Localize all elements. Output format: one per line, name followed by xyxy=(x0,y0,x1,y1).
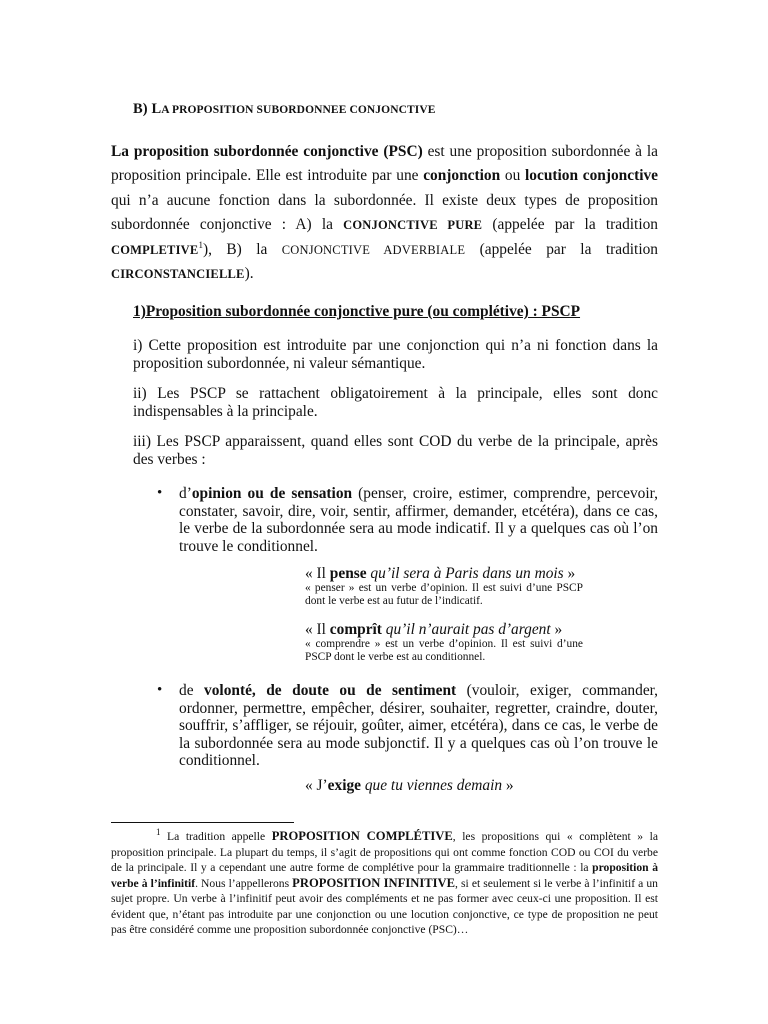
intro-term-psc: La proposition subordonnée conjonctive (PSC) xyxy=(111,143,423,160)
footnote-term-infinitive: PROPOSITION INFINITIVE xyxy=(292,875,456,890)
section-heading-prefix: B) xyxy=(133,101,152,117)
paragraph-i: i) Cette proposition est introduite par une conjonction qui n’a ni fonction dans la proposition subordonnée, ni valeur sémantique. xyxy=(133,337,658,372)
intro-text-2: ou xyxy=(500,167,526,185)
quote-open: « J’ xyxy=(305,777,328,794)
quote-close: » xyxy=(502,777,514,794)
quote-open: « Il xyxy=(305,621,330,638)
footnote-term-completive: PROPOSITION COMPLÉTIVE xyxy=(271,829,453,843)
bullet-opinion-text-2: (penser, croire, estimer, comprendre, percevoir, constater, savoir, dire, voir, sentir, affirmer, demander, etcétéra), dans ce cas, le verbe de la subordonnée sera au mode indicatif. Il y a quelques cas où l’on trouve le conditionnel. xyxy=(179,485,659,555)
example-clause: qu’il n’aurait pas d’argent xyxy=(381,621,551,638)
example-verb: pense xyxy=(329,565,367,582)
bullet-volonte-text-1: de xyxy=(179,682,205,699)
footnote-separator xyxy=(111,822,294,823)
intro-text-5: ), B) la xyxy=(202,240,282,258)
example-exiger xyxy=(305,777,583,794)
quote-close: » xyxy=(563,565,576,582)
quote-open: « Il xyxy=(305,565,330,582)
footnote xyxy=(111,829,658,938)
example-verb: comprît xyxy=(329,621,382,638)
example-comprendre-quote xyxy=(305,621,583,638)
intro-paragraph xyxy=(111,140,658,286)
intro-text-7: ). xyxy=(244,265,254,283)
bullet-opinion xyxy=(179,485,658,555)
example-penser-quote xyxy=(305,565,583,582)
example-exiger-quote xyxy=(305,777,583,794)
intro-term-adverbiale: CONJONCTIVE ADVERBIALE xyxy=(281,242,466,257)
footnote-text-1: La tradition appelle xyxy=(160,830,272,843)
section-heading xyxy=(133,101,436,118)
bullet-opinion-text-1: d’ xyxy=(179,485,192,502)
example-penser xyxy=(305,565,583,609)
bullet-volonte-text-2: (vouloir, exiger, commander, ordonner, permettre, empêcher, désirer, souhaiter, regretter, craindre, douter, souffrir, s’affliger, se réjouir, goûter, aimer, etcétéra), dans ce cas, le verbe de la subordonnée sera au mode subjonctif. Il y a quelques cas où l’on trouve le conditionnel. xyxy=(179,682,659,770)
paragraph-iii: iii) Les PSCP apparaissent, quand elles sont COD du verbe de la principale, après des verbes : xyxy=(133,433,658,468)
section-heading-rest: A PROPOSITION SUBORDONNEE CONJONCTIVE xyxy=(161,104,436,116)
example-comprendre-note: « comprendre » est un verbe d’opinion. Il est suivi d’une PSCP dont le verbe est au conditionnel. xyxy=(305,638,583,664)
intro-term-locution: locution conjonctive xyxy=(525,167,659,185)
intro-text-6: (appelée par la tradition xyxy=(465,240,658,258)
footnote-term-infinitif: proposition à verbe à l’infinitif xyxy=(111,861,658,890)
footnote-text-4: , si et seulement si le verbe à l’infinitif a un sujet propre. Un verbe à l’infinitif peut avoir des compléments et ne pas former avec ceux-ci une proposition. Il est évident que, n’étant pas introduite par une conjonction ou une locution conjonctive, ce type de proposition ne peut pas être considéré comme une proposition subordonnée conjonctive (PSC)… xyxy=(111,876,658,936)
example-clause: qu’il sera à Paris dans un mois xyxy=(366,565,564,582)
example-verb: exige xyxy=(327,777,362,794)
intro-term-completive: COMPLETIVE xyxy=(111,242,199,257)
intro-term-conjonctive-pure: CONJONCTIVE PURE xyxy=(343,218,483,233)
example-comprendre xyxy=(305,621,583,665)
footnote-text-3: . Nous l’appellerons xyxy=(195,876,293,890)
bullet-volonte-term: volonté, de doute ou de sentiment xyxy=(204,682,457,699)
footnote-ref[interactable]: 1 xyxy=(198,239,203,250)
intro-term-circonstancielle: CIRCONSTANCIELLE xyxy=(111,267,245,282)
intro-text-4: (appelée par la tradition xyxy=(482,216,658,234)
example-clause: que tu viennes demain xyxy=(361,777,503,794)
intro-text-1: est une proposition subordonnée à la proposition principale. Elle est introduite par une xyxy=(111,143,659,185)
paragraph-ii: ii) Les PSCP se rattachent obligatoirement à la principale, elles sont donc indispensables à la principale. xyxy=(133,385,658,420)
footnote-text-2: , les propositions qui « complètent » la proposition principale. La plupart du temps, il s’agit de propositions qui ont comme fonction COD ou COI du verbe de la principale. Il y a cependant une autre forme de complétive pour la grammaire traditionnelle : la xyxy=(111,830,659,874)
intro-term-conjonction: conjonction xyxy=(423,167,501,185)
footnote-number: 1 xyxy=(156,827,161,838)
quote-close: » xyxy=(550,621,563,638)
sub-heading: 1)Proposition subordonnée conjonctive pure (ou complétive) : PSCP xyxy=(133,303,581,320)
intro-text-3: qui n’a aucune fonction dans la subordonnée. Il existe deux types de proposition subordonnée conjonctive : A) la xyxy=(111,191,658,234)
bullet-volonte xyxy=(179,682,658,770)
example-penser-note: « penser » est un verbe d’opinion. Il est suivi d’une PSCP dont le verbe est au futur de l’indicatif. xyxy=(305,582,583,608)
bullet-opinion-term: opinion ou de sensation xyxy=(191,485,353,502)
section-heading-initial: L xyxy=(151,101,162,117)
bullet-icon: • xyxy=(157,682,163,698)
bullet-icon: • xyxy=(157,485,163,501)
